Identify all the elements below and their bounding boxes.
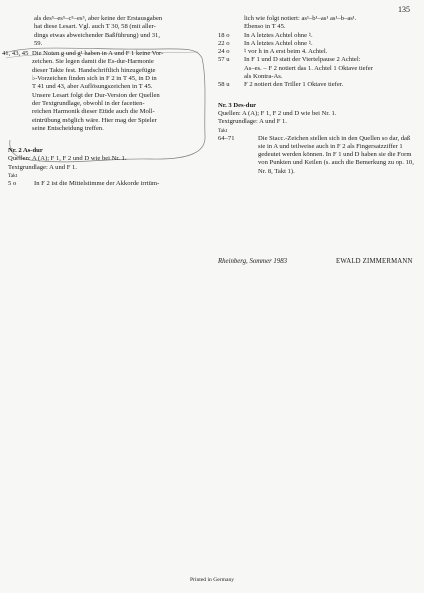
place-date: Rheinberg, Sommer 1983 <box>218 258 288 265</box>
right-intro <box>218 15 418 32</box>
text-line: seine Entscheidung treffen. <box>32 124 104 132</box>
section-heading: Nr. 3 Des-dur <box>218 101 257 109</box>
text-line: ♭-Vorzeichen finden sich in F 2 in T 45, in D in <box>32 75 157 83</box>
text-line: der Textgrundlage, obwohl in der facetten- <box>32 99 145 107</box>
takt-label: Takt <box>8 173 18 180</box>
right-column <box>218 15 418 176</box>
text-basis-line: Textgrundlage: A und F 1. <box>8 163 77 171</box>
entry-row <box>218 73 418 81</box>
printed-in-footer: Printed in Germany <box>189 577 235 583</box>
text-basis-line: Textgrundlage: A und F 1. <box>218 118 287 126</box>
note-label: 41, 43, 45 <box>2 50 29 58</box>
section-nr2 <box>8 147 206 188</box>
page-number: 135 <box>398 5 410 14</box>
sources-line: Quellen: A (A); F 1, F 2 und D wie bei Nr. 1. <box>8 155 127 163</box>
entry-row <box>218 65 418 73</box>
entry-key <box>218 73 244 81</box>
text-line: dieser Takte fest. Handschriftlich hinzugefügte <box>32 66 156 74</box>
text-line: eintrübung möglich wäre. Hier mag der Spieler <box>32 116 157 124</box>
entries-list <box>218 32 418 90</box>
entry-text: als Kontra-As. <box>244 73 283 81</box>
left-intro <box>8 15 206 48</box>
entry-key: 57 u <box>218 56 230 64</box>
entry-row <box>218 40 418 48</box>
entry-row <box>218 135 418 176</box>
text-line: lich wie folgt notiert: as¹–b¹–as¹ as¹–b–as¹. <box>244 15 357 22</box>
entry-row <box>218 32 418 40</box>
text-line: Ebenso in T 45. <box>244 23 286 31</box>
takt-label: Takt <box>218 127 228 134</box>
text-line: reichen Harmonik dieser Etüde auch die Moll- <box>32 108 155 116</box>
entry-text: In A letztes Achtel ohne ♮. <box>244 31 313 39</box>
text-line: 59. <box>34 39 43 47</box>
entry-text: F 2 notiert den Triller 1 Oktave tiefer. <box>244 81 344 89</box>
entry-key <box>218 65 244 73</box>
text-line: hat diese Lesart. Vgl. auch T 30, 58 (mit aller- <box>34 23 156 31</box>
entry-key: 18 o <box>218 31 230 39</box>
entry-key: 58 u <box>218 81 230 89</box>
entry-key: 5 o <box>8 180 17 188</box>
entry-text: ♮ vor h in A erst beim 4. Achtel. <box>244 48 328 56</box>
note-body <box>32 50 206 133</box>
entry-key: 22 o <box>218 39 230 47</box>
entry-text: Die Stacc.-Zeichen stellen sich in den Quellen so dar, daß sie in A und teilweise auch in F 2 als Fingersatzziffer 1 gedeutet werden können. In F 1 und D haben sie die Form von Punkten und Keilen (s. auch die Bemerkung zu op. 10, Nr. 8, Takt 1). <box>258 134 414 175</box>
text-line: Unsere Lesart folgt der Dur-Version der Quellen <box>32 91 160 99</box>
text-line: Die Noten g und g¹ haben in A und F 1 keine Vor- <box>32 50 164 58</box>
entry-text: As–es. – F 2 notiert das 1. Achtel 1 Oktave tiefer <box>244 64 373 72</box>
text-line: als des⁵–es⁵–c⁵–es⁵, aber keine der Erstausgaben <box>34 15 163 22</box>
entry-row <box>8 180 206 188</box>
text-line: dings etwas abweichender Baßführung) und 31, <box>34 31 160 39</box>
entry-text: In F 1 und D statt der Viertelpause 2 Achtel: <box>244 56 361 64</box>
note-41-43-45 <box>2 50 206 133</box>
entry-text: In F 2 ist die Mittelstimme der Akkorde irrtüm- <box>34 180 160 188</box>
left-column <box>2 15 206 188</box>
entry-key: 24 o <box>218 48 230 56</box>
section-nr3 <box>218 102 418 176</box>
author-name: EWALD ZIMMERMANN <box>336 258 413 265</box>
entry-row <box>218 56 418 64</box>
entry-text: In A letztes Achtel ohne ♮. <box>244 39 313 47</box>
text-line: zeichen. Sie legen damit die Es-dur-Harmonie <box>32 58 154 66</box>
entry-row <box>218 48 418 56</box>
entry-row <box>218 81 418 89</box>
text-line: T 41 und 43, aber Auflösungszeichen in T 45. <box>32 83 153 91</box>
entry-key: 64–71 <box>218 134 235 142</box>
sources-line: Quellen: A (A); F 1, F 2 und D wie bei Nr. 1. <box>218 109 337 117</box>
section-heading: Nr. 2 As-dur <box>8 147 43 155</box>
